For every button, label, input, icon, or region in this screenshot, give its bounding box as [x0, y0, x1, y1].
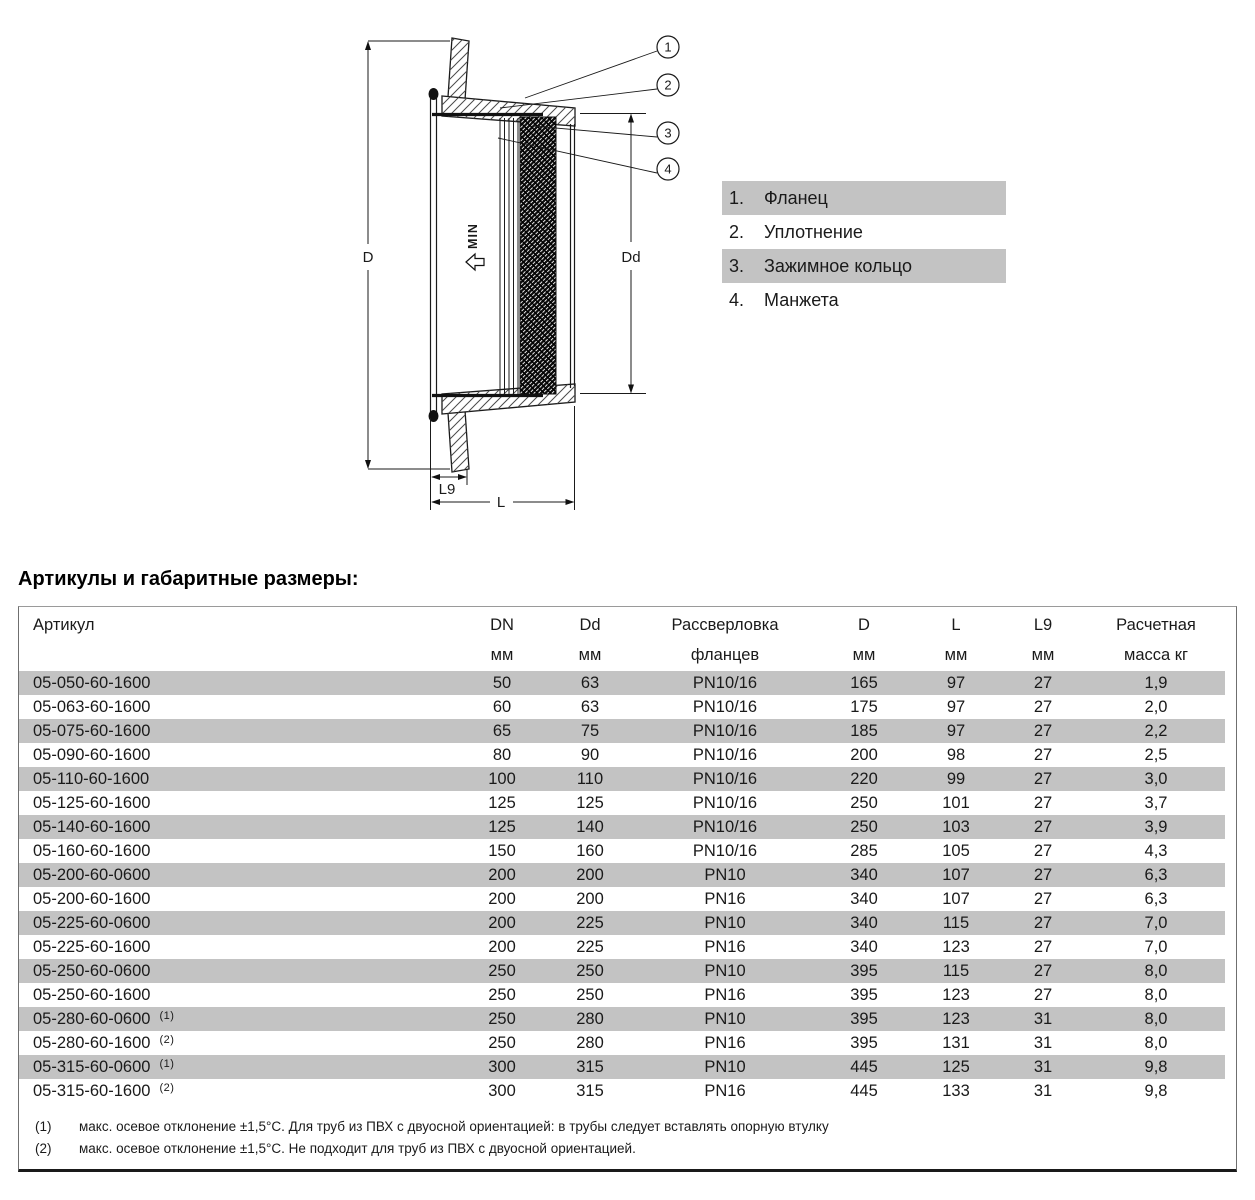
cell-pn: PN10: [635, 911, 815, 935]
cell-l: 133: [942, 1081, 970, 1100]
cell-dn: 100: [459, 767, 545, 791]
cell-dn: 200: [488, 937, 516, 956]
footnote-line: [35, 1138, 1224, 1160]
cell-article: 05-125-60-1600: [33, 793, 151, 812]
cell-dd: 110: [545, 767, 635, 791]
cell-dn: 200: [459, 863, 545, 887]
cell-l: 115: [913, 911, 999, 935]
cell-dd: 125: [576, 793, 604, 812]
dimensions-table: [19, 607, 1225, 1103]
cell-mass: 2,0: [1144, 697, 1168, 716]
footnotes: [35, 1116, 1224, 1160]
cell-d: 340: [850, 937, 878, 956]
column-header-line1: Рассверловка: [671, 616, 779, 634]
cell-dd: 90: [580, 745, 600, 764]
cell-l: 123: [942, 985, 970, 1004]
table-row: [19, 1031, 1225, 1055]
footnote-text: макс. осевое отклонение ±1,5°C. Не подходит для труб из ПВХ с двуосной ориентацией.: [79, 1141, 636, 1156]
column-header: [1087, 607, 1225, 671]
cell-l: 99: [913, 767, 999, 791]
dim-label-l9: L9: [438, 481, 456, 498]
cell-mass: 3,9: [1087, 815, 1225, 839]
column-header-line1: Артикул: [33, 616, 95, 634]
cell-l9: 27: [999, 863, 1087, 887]
cell-d: 250: [815, 815, 913, 839]
cell-mass: 3,7: [1144, 793, 1168, 812]
flange-top: [442, 38, 575, 126]
column-header: [635, 607, 815, 671]
cell-article: 05-315-60-1600 $^{(2)}$: [33, 1081, 175, 1100]
cell-dn: 125: [488, 793, 516, 812]
cell-article: 05-050-60-1600: [19, 671, 459, 695]
callout-1: 1: [664, 39, 672, 55]
table-row: [19, 983, 1225, 1007]
cell-dd: 160: [576, 841, 604, 860]
cell-pn: PN10/16: [692, 841, 758, 860]
cell-l: 125: [913, 1055, 999, 1079]
legend-item: [722, 283, 1006, 317]
legend-item-number: 3.: [729, 255, 745, 276]
cell-article: 05-090-60-1600: [33, 745, 151, 764]
header-row: [19, 607, 1225, 671]
cell-pn: PN10: [635, 1055, 815, 1079]
column-header-line1: L9: [1033, 616, 1053, 634]
table-row: [19, 1007, 1225, 1031]
cell-dn: 80: [492, 745, 512, 764]
cell-l9: 27: [1033, 841, 1053, 860]
cell-d: 340: [815, 863, 913, 887]
seal-bead-top: [429, 88, 439, 100]
cell-l9: 27: [999, 671, 1087, 695]
clamping-ring: [520, 117, 556, 394]
cell-pn: PN10/16: [635, 767, 815, 791]
cell-article: 05-225-60-1600: [33, 937, 151, 956]
footnote-marker: (2): [159, 1081, 175, 1094]
cell-l9: 27: [999, 719, 1087, 743]
footnote-marker: (1): [159, 1057, 175, 1070]
cell-l9: 31: [999, 1055, 1087, 1079]
cell-mass: 1,9: [1087, 671, 1225, 695]
min-arrow-icon: [466, 254, 484, 270]
table-row: [19, 767, 1225, 791]
cell-pn: PN10/16: [692, 745, 758, 764]
cell-d: 340: [850, 889, 878, 908]
cell-article: 05-280-60-0600 $^{(1)}$: [19, 1007, 459, 1031]
parts-legend: [722, 181, 1006, 317]
cell-d: 340: [815, 911, 913, 935]
column-header-line2: мм: [1031, 646, 1055, 664]
pipe-wall: [431, 96, 437, 414]
cell-l9: 31: [1033, 1081, 1053, 1100]
cell-d: 285: [850, 841, 878, 860]
cell-dn: 250: [488, 985, 516, 1004]
column-header-line2: мм: [490, 646, 514, 664]
cell-dd: 280: [545, 1007, 635, 1031]
cell-l: 97: [913, 671, 999, 695]
column-header-line1: Расчетная: [1116, 616, 1196, 634]
table-row: [19, 743, 1225, 767]
cell-article: 05-063-60-1600: [33, 697, 151, 716]
cell-pn: PN10/16: [635, 815, 815, 839]
cell-pn: PN16: [704, 1033, 746, 1052]
cell-dn: 50: [459, 671, 545, 695]
cell-l9: 27: [1033, 985, 1053, 1004]
cell-article: 05-250-60-1600: [33, 985, 151, 1004]
table-row: [19, 839, 1225, 863]
column-header-line1: D: [858, 616, 870, 634]
cell-l: 115: [913, 959, 999, 983]
cell-pn: PN16: [704, 889, 746, 908]
cell-l9: 27: [999, 767, 1087, 791]
cell-mass: 9,8: [1144, 1081, 1168, 1100]
cell-dn: 150: [488, 841, 516, 860]
column-header-line1: Dd: [579, 616, 601, 634]
cell-l9: 27: [999, 959, 1087, 983]
cell-l: 131: [942, 1033, 970, 1052]
cell-l9: 27: [1033, 745, 1053, 764]
column-header-line2: масса кг: [1123, 646, 1189, 664]
cell-article: 05-140-60-1600: [19, 815, 459, 839]
cell-mass: 2,5: [1144, 745, 1168, 764]
cell-mass: 9,8: [1087, 1055, 1225, 1079]
cell-dd: 225: [545, 911, 635, 935]
cell-d: 445: [850, 1081, 878, 1100]
cell-l: 98: [946, 745, 966, 764]
cell-d: 395: [850, 985, 878, 1004]
legend-item: [722, 215, 1006, 249]
cell-dd: 63: [545, 671, 635, 695]
footnote-line: [35, 1116, 1224, 1138]
table-row: [19, 671, 1225, 695]
cell-dd: 250: [576, 985, 604, 1004]
cell-l: 123: [942, 937, 970, 956]
cell-l: 105: [942, 841, 970, 860]
legend-item-label: Уплотнение: [764, 221, 863, 242]
cell-article: 05-225-60-0600: [19, 911, 459, 935]
cell-dn: 200: [459, 911, 545, 935]
cell-dn: 65: [459, 719, 545, 743]
cell-l9: 27: [999, 815, 1087, 839]
column-header: [459, 607, 545, 671]
table-row: [19, 959, 1225, 983]
legend-item-number: 1.: [729, 187, 745, 208]
cell-l: 97: [913, 719, 999, 743]
cell-mass: 8,0: [1087, 959, 1225, 983]
column-header-line1: L: [951, 616, 961, 634]
cell-dd: 63: [580, 697, 600, 716]
cell-article: 05-200-60-1600: [33, 889, 151, 908]
cell-dd: 315: [576, 1081, 604, 1100]
cell-dn: 300: [459, 1055, 545, 1079]
cell-mass: 7,0: [1087, 911, 1225, 935]
cell-article: 05-280-60-1600 $^{(2)}$: [33, 1033, 175, 1052]
table-head: [19, 607, 1225, 671]
table-row: [19, 719, 1225, 743]
cell-l9: 27: [1033, 793, 1053, 812]
cell-dd: 75: [545, 719, 635, 743]
cell-pn: PN10/16: [635, 719, 815, 743]
legend-item-number: 2.: [729, 221, 745, 242]
cell-d: 220: [815, 767, 913, 791]
cell-d: 395: [815, 1007, 913, 1031]
footnote-marker: (1): [35, 1119, 52, 1134]
callout-balloons: [657, 36, 679, 180]
table-row: [19, 815, 1225, 839]
cell-d: 395: [850, 1033, 878, 1052]
column-header-line2: мм: [578, 646, 602, 664]
footnote-marker: (2): [35, 1141, 52, 1156]
table-row: [19, 1055, 1225, 1079]
cell-l: 101: [942, 793, 970, 812]
dimensions-table-frame: [18, 606, 1237, 1172]
cell-l: 107: [942, 889, 970, 908]
cell-d: 445: [815, 1055, 913, 1079]
legend-item: [722, 181, 1006, 215]
footnote-text: макс. осевое отклонение ±1,5°C. Для труб из ПВХ с двуосной ориентацией: в трубы следует вставлять опорную втулку: [79, 1119, 829, 1134]
cell-mass: 6,3: [1087, 863, 1225, 887]
table-row: [19, 1079, 1225, 1103]
table-row: [19, 863, 1225, 887]
table-body: [19, 671, 1225, 1103]
dim-d: [368, 41, 450, 469]
cell-l9: 31: [999, 1007, 1087, 1031]
dim-label-d: D: [362, 249, 374, 266]
cell-mass: 8,0: [1144, 985, 1168, 1004]
cell-l9: 27: [1033, 697, 1053, 716]
footnote-marker: (2): [159, 1033, 175, 1046]
legend-item-label: Зажимное кольцо: [764, 255, 913, 276]
cell-dn: 200: [488, 889, 516, 908]
table-row: [19, 695, 1225, 719]
cell-article: 05-315-60-0600 $^{(1)}$: [19, 1055, 459, 1079]
table-title: Артикулы и габаритные размеры:: [18, 568, 359, 590]
dim-label-l: L: [496, 494, 506, 511]
cell-dd: 315: [545, 1055, 635, 1079]
cell-l9: 27: [1033, 889, 1053, 908]
cell-dd: 280: [576, 1033, 604, 1052]
cell-dd: 200: [576, 889, 604, 908]
cell-pn: PN16: [704, 1081, 746, 1100]
cell-dd: 200: [545, 863, 635, 887]
table-row: [19, 911, 1225, 935]
legend-item-label: Фланец: [764, 187, 828, 208]
column-header: [815, 607, 913, 671]
callout-4: 4: [664, 161, 672, 177]
table-row: [19, 887, 1225, 911]
legend-item-label: Манжета: [764, 289, 839, 310]
cell-d: 185: [815, 719, 913, 743]
cell-dn: 250: [459, 1007, 545, 1031]
cell-dn: 300: [488, 1081, 516, 1100]
cell-d: 200: [850, 745, 878, 764]
legend-item: [722, 249, 1006, 283]
cell-dn: 125: [459, 815, 545, 839]
cell-mass: 8,0: [1087, 1007, 1225, 1031]
cell-article: 05-250-60-0600: [19, 959, 459, 983]
footnote-marker: (1): [159, 1009, 175, 1022]
cell-dn: 60: [492, 697, 512, 716]
dim-label-dd: Dd: [621, 249, 641, 266]
column-header-line2: мм: [852, 646, 876, 664]
cell-d: 175: [850, 697, 878, 716]
column-header-line2: фланцев: [690, 646, 760, 664]
cell-mass: 3,0: [1087, 767, 1225, 791]
cell-mass: 7,0: [1144, 937, 1168, 956]
column-header-line2: мм: [944, 646, 968, 664]
cell-dd: 225: [576, 937, 604, 956]
cell-d: 250: [850, 793, 878, 812]
cell-article: 05-075-60-1600: [19, 719, 459, 743]
outer-shell: [571, 124, 575, 388]
cell-article: 05-110-60-1600: [19, 767, 459, 791]
min-insertion-label: MIN: [466, 223, 480, 249]
cell-mass: 6,3: [1144, 889, 1168, 908]
cell-dd: 250: [545, 959, 635, 983]
cell-pn: PN10: [635, 1007, 815, 1031]
legend-item-number: 4.: [729, 289, 745, 310]
cell-article: 05-200-60-0600: [19, 863, 459, 887]
callout-2: 2: [664, 77, 672, 93]
cell-l9: 27: [999, 911, 1087, 935]
cell-d: 395: [815, 959, 913, 983]
cell-pn: PN10/16: [692, 793, 758, 812]
cell-dn: 250: [459, 959, 545, 983]
flange-bottom: [442, 384, 575, 472]
cell-l: 97: [946, 697, 966, 716]
column-header: [999, 607, 1087, 671]
cell-dn: 250: [488, 1033, 516, 1052]
cell-pn: PN16: [704, 985, 746, 1004]
cell-l9: 31: [1033, 1033, 1053, 1052]
column-header: [545, 607, 635, 671]
column-header: [913, 607, 999, 671]
cell-l9: 27: [1033, 937, 1053, 956]
cell-pn: PN16: [704, 937, 746, 956]
cell-mass: 4,3: [1144, 841, 1168, 860]
cell-l: 123: [913, 1007, 999, 1031]
cell-l: 107: [913, 863, 999, 887]
cell-pn: PN10: [635, 959, 815, 983]
column-header-line1: DN: [490, 616, 514, 634]
cell-l: 103: [913, 815, 999, 839]
cell-mass: 8,0: [1144, 1033, 1168, 1052]
table-row: [19, 791, 1225, 815]
cell-mass: 2,2: [1087, 719, 1225, 743]
sleeve: [500, 118, 518, 394]
cell-article: 05-160-60-1600: [33, 841, 151, 860]
cell-pn: PN10/16: [692, 697, 758, 716]
callout-3: 3: [664, 125, 672, 141]
column-header: [19, 607, 459, 671]
table-row: [19, 935, 1225, 959]
product-cross-section-diagram: [330, 10, 725, 535]
cell-pn: PN10: [635, 863, 815, 887]
cell-d: 165: [815, 671, 913, 695]
cell-dd: 140: [545, 815, 635, 839]
cell-pn: PN10/16: [635, 671, 815, 695]
